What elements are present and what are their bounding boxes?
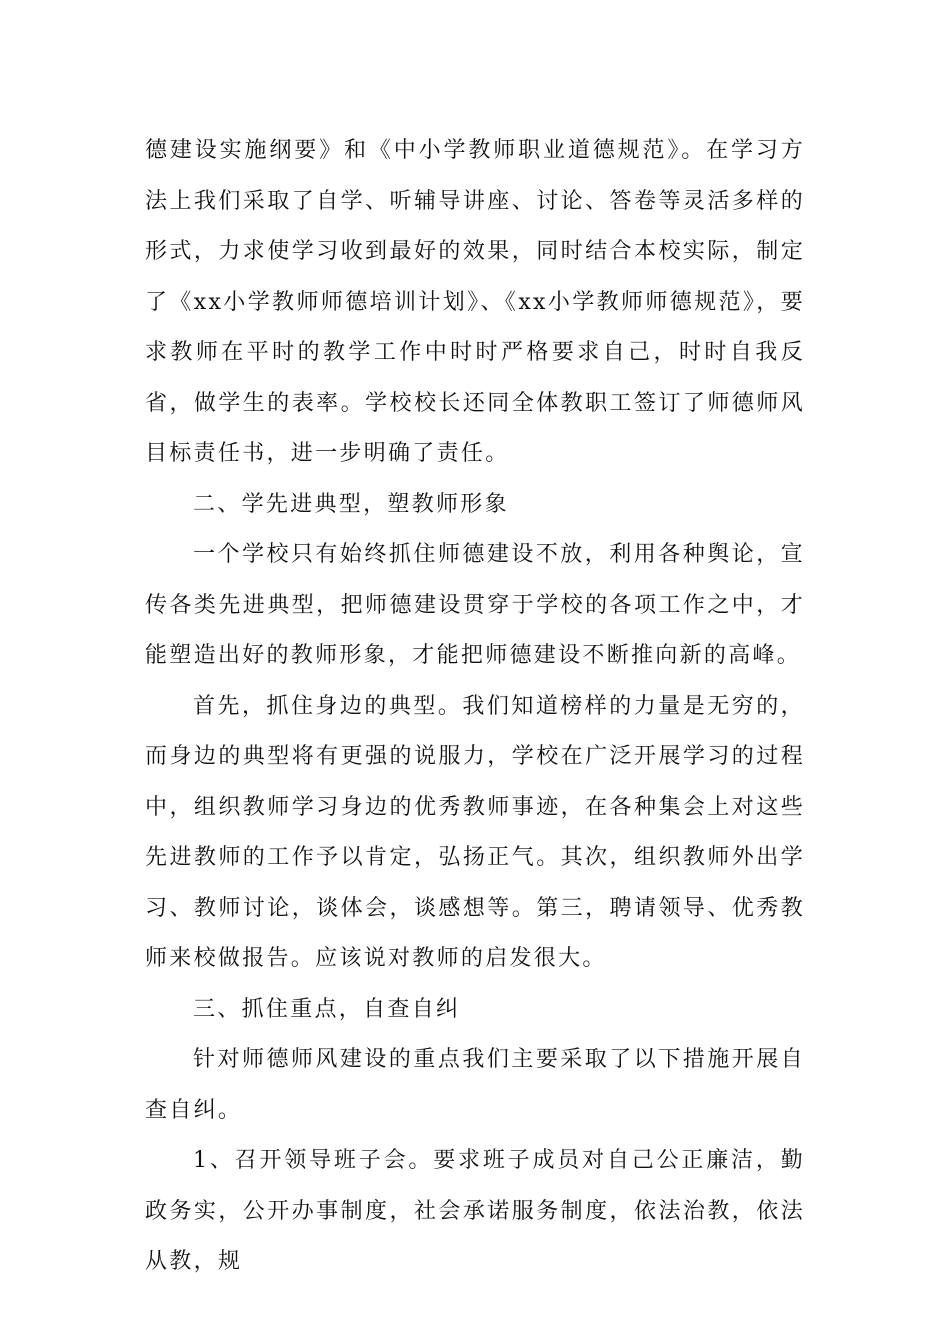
paragraph: 针对师德师风建设的重点我们主要采取了以下措施开展自查自纠。 [145,1047,805,1123]
paragraph: 首先，抓住身边的典型。我们知道榜样的力量是无穷的，而身边的典型将有更强的说服力，学校在广泛开展学习的过程中，组织教师学习身边的优秀教师事迹，在各种集会上对这些先进教师的工作予以肯定，弘扬正气。其次，组织教师外出学习、教师讨论，谈体会，谈感想等。第三，聘请领导、优秀教师来校做报告。应该说对教师的启发很大。 [145,693,805,971]
numbered-paragraph: 1、召开领导班子会。要求班子成员对自己公正廉洁，勤政务实，公开办事制度，社会承诺服务制度，依法治教，依法从教，规 [145,1148,805,1274]
paragraph-continuation: 德建设实施纲要》和《中小学教师职业道德规范》。在学习方法上我们采取了自学、听辅导讲座、讨论、答卷等灵活多样的形式，力求使学习收到最好的效果，同时结合本校实际，制定了《xx小学教师师德培训计划》、《xx小学教师师德规范》，要求教师在平时的教学工作中时时严格要求自己，时时自我反省，做学生的表率。学校校长还同全体教职工签订了师德师风目标责任书，进一步明确了责任。 [145,138,805,466]
paragraph: 一个学校只有始终抓住师德建设不放，利用各种舆论，宣传各类先进典型，把师德建设贯穿于学校的各项工作之中，才能塑造出好的教师形象，才能把师德建设不断推向新的高峰。 [145,542,805,668]
document-body [145,126,805,1288]
section-heading-two: 二、学先进典型，塑教师形象 [193,491,509,517]
section-heading-three: 三、抓住重点，自查自纠 [193,996,461,1022]
